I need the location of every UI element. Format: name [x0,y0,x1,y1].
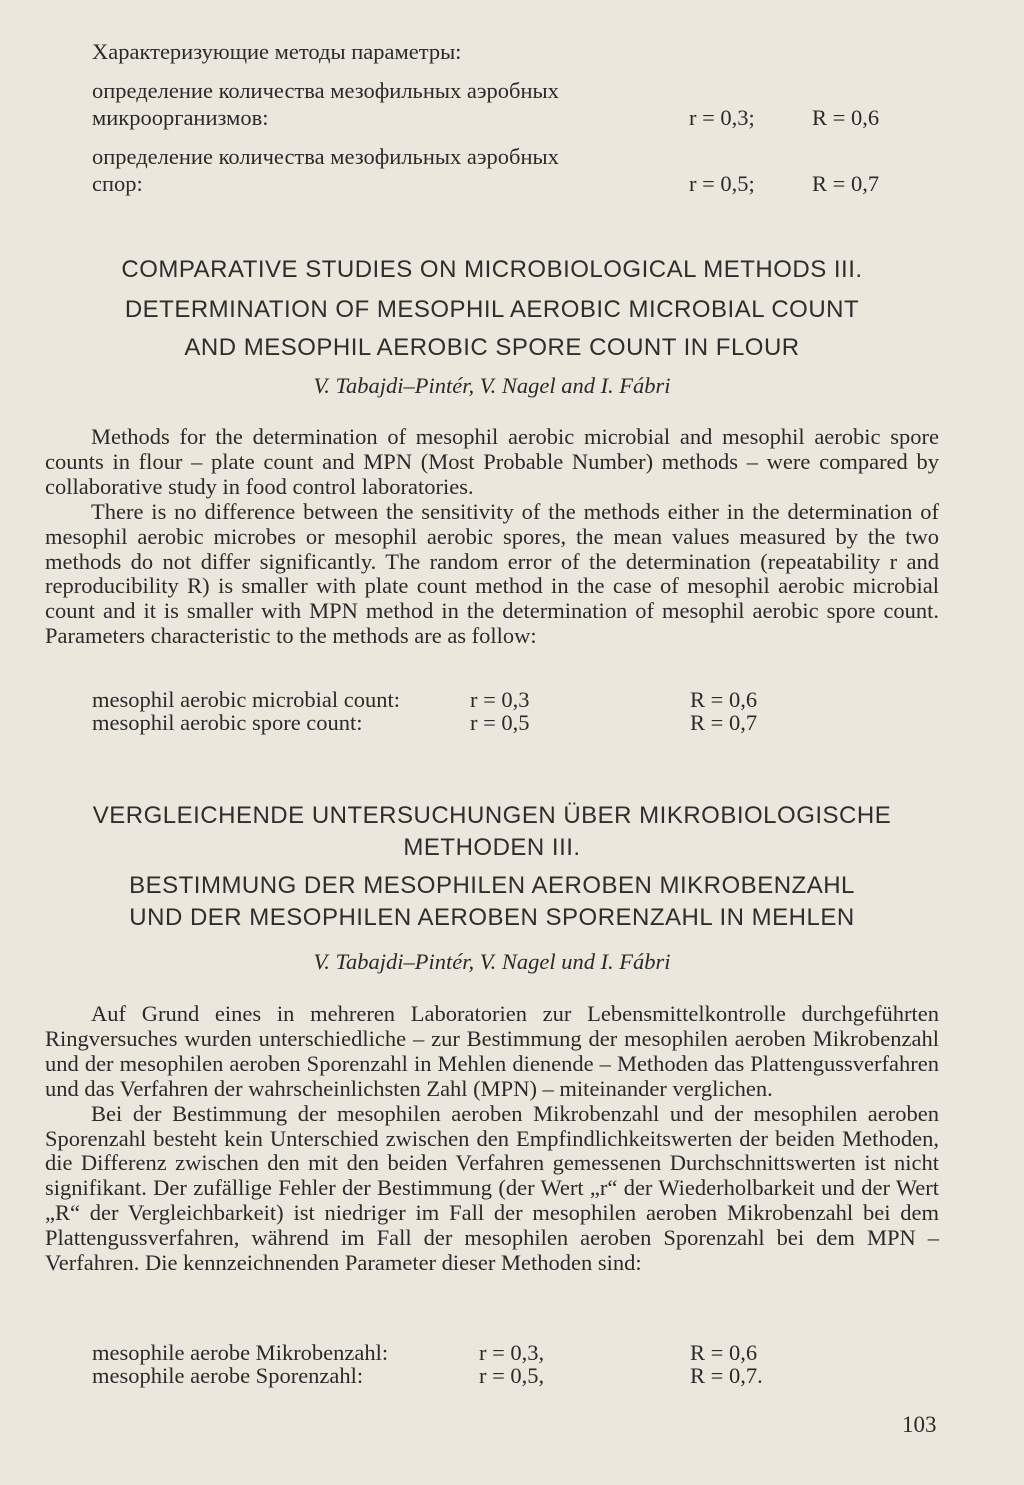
english-parameters [92,688,892,734]
abstract-paragraph: Auf Grund eines in mehreren Laboratorien zur Lebensmittelkontrolle durchgeführten Ringversuches wurden unterschiedliche – zur Bestimmung der mesophilen aeroben Mikrobenzahl und der mesophilen aeroben Sporenzahl in Mehlen dienende – Methoden das Plattengussverfahren und das Verfahren der wahrscheinlichsten Zahl (MPN) – miteinander verglichen. [45,1001,939,1101]
title-line: METHODEN III. [403,834,581,861]
german-authors: V. Tabajdi–Pintér, V. Nagel und I. Fábri [313,949,671,974]
russian-param-item [92,143,932,197]
parameter-R: R = 0,6 [690,1340,758,1365]
english-title [0,254,984,364]
russian-param-label: спор: [92,171,143,196]
parameter-r: r = 0,5, [479,1363,545,1388]
russian-param-line: определение количества мезофильных аэробных [92,144,559,169]
parameter-label: mesophil aerobic spore count: [92,710,363,735]
russian-parameters [92,38,932,209]
parameter-row [92,1364,892,1387]
title-line: VERGLEICHENDE UNTERSUCHUNGEN ÜBER MIKROBIOLOGISCHE [92,802,892,829]
russian-param-R: R = 0,6 [812,105,880,130]
page-number: 103 [902,1412,937,1437]
english-abstract [45,425,939,649]
abstract-paragraph: There is no difference between the sensitivity of the methods either in the determination of mesophil aerobic microbes or mesophil aerobic spores, the mean values measured by the two methods do not differ significantly. The random error of the determination (repeatability r and reproducibility R) is smaller with plate count method in the case of mesophil aerobic microbial count and it is smaller with MPN method in the determination of mesophil aerobic spore count. Parameters characteristic to the methods are as follow: [45,498,939,649]
parameter-R: R = 0,7. [690,1363,763,1388]
parameter-r: r = 0,5 [470,710,530,735]
russian-param-label: микроорганизмов: [92,105,269,130]
parameter-row [92,1341,892,1364]
russian-param-item [92,77,932,131]
german-parameters [92,1341,892,1387]
german-abstract [45,1002,939,1276]
german-title [0,800,984,934]
title-line: BESTIMMUNG DER MESOPHILEN AEROBEN MIKROBENZAHL [129,872,855,899]
title-line: UND DER MESOPHILEN AEROBEN SPORENZAHL IN MEHLEN [129,904,855,931]
parameter-row [92,688,892,711]
russian-param-line [92,104,932,131]
title-line: AND MESOPHIL AEROBIC SPORE COUNT IN FLOUR [184,334,800,361]
title-line: COMPARATIVE STUDIES ON MICROBIOLOGICAL METHODS III. [121,256,863,283]
parameter-r: r = 0,3, [479,1340,545,1365]
english-authors: V. Tabajdi–Pintér, V. Nagel and I. Fábri [313,373,671,398]
russian-param-R: R = 0,7 [812,171,880,196]
title-line: DETERMINATION OF MESOPHIL AEROBIC MICROBIAL COUNT [124,296,860,323]
russian-param-r: r = 0,5; [689,171,755,196]
parameter-row [92,711,892,734]
parameter-R: R = 0,6 [690,687,758,712]
parameter-R: R = 0,7 [690,710,758,735]
parameter-label: mesophil aerobic microbial count: [92,687,401,712]
russian-intro: Характеризующие методы параметры: [92,39,462,64]
russian-param-line [92,170,932,197]
russian-param-line: определение количества мезофильных аэробных [92,78,559,103]
parameter-r: r = 0,3 [470,687,530,712]
abstract-paragraph: Methods for the determination of mesophil aerobic microbial and mesophil aerobic spore counts in flour – plate count and MPN (Most Probable Number) methods – were compared by collaborative study in food control laboratories. [45,424,939,499]
abstract-paragraph: Bei der Bestimmung der mesophilen aeroben Mikrobenzahl und der mesophilen aeroben Sporenzahl besteht kein Unterschied zwischen den Empfindlichkeitswerten der beiden Methoden, die Differenz zwischen den mit den beiden Verfahren gemessenen Durchschnittswerten ist nicht signifikant. Der zufällige Fehler der Bestimmung (der Wert „r“ der Wiederholbarkeit und der Wert „R“ der Vergleichbarkeit) ist niedriger im Fall der mesophilen aeroben Mikrobenzahl bei dem Plattengussverfahren, während im Fall der mesophilen aeroben Sporenzahl bei dem MPN – Verfahren. Die kennzeichnenden Parameter dieser Methoden sind: [45,1100,939,1276]
russian-param-r: r = 0,3; [689,105,755,130]
parameter-label: mesophile aerobe Mikrobenzahl: [92,1340,389,1365]
parameter-label: mesophile aerobe Sporenzahl: [92,1363,364,1388]
